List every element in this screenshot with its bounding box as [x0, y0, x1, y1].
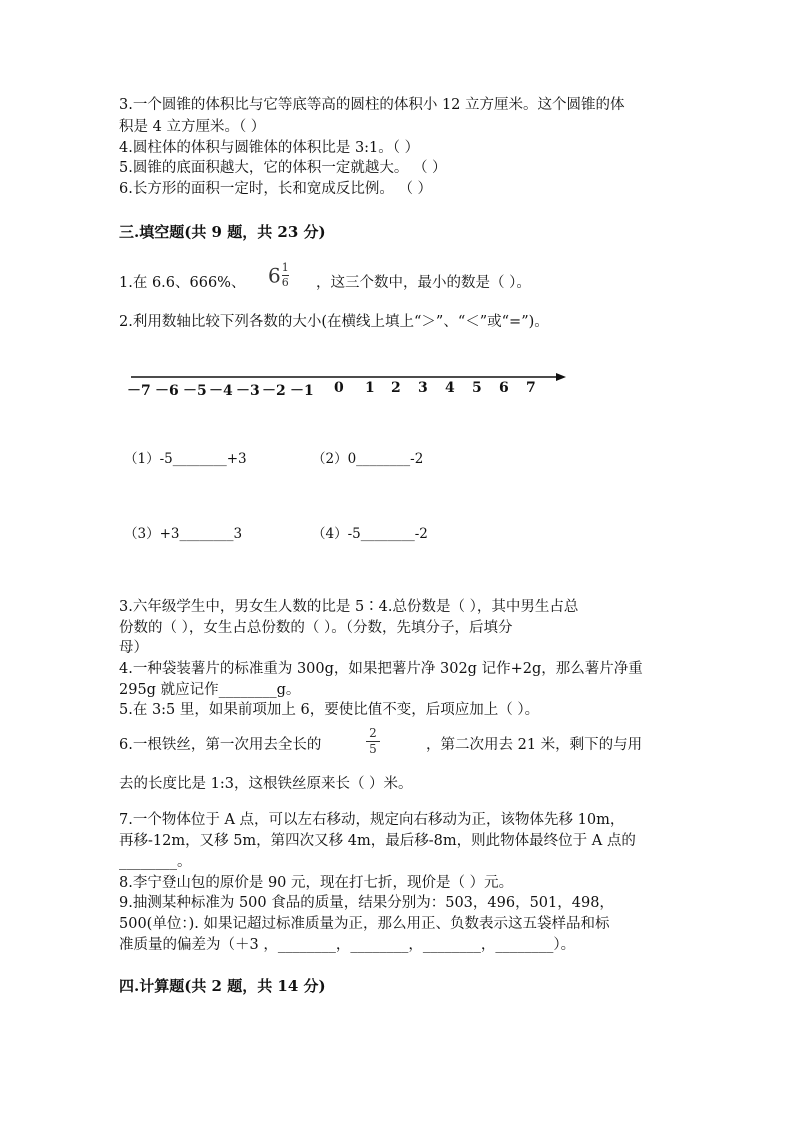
fill-q6-prefix: 6.一根铁丝，第一次用去全长的: [119, 737, 322, 753]
mixed-whole: 6: [268, 263, 281, 288]
fill-q3-line3: 母）: [119, 640, 148, 656]
compare-4: （4）-5________-2: [312, 526, 428, 542]
tick-label: －3: [236, 383, 260, 399]
axis-arrow: [556, 373, 566, 381]
fraction-numerator: 2: [369, 726, 377, 740]
tick-label: 7: [526, 380, 536, 396]
tick-label: 4: [445, 380, 455, 396]
compare-1: （1）-5________+3: [124, 451, 247, 467]
tf-q6: 6.长方形的面积一定时，长和宽成反比例。 （ ）: [119, 181, 433, 197]
tick-label: 1: [365, 380, 375, 396]
mixed-number: [268, 262, 289, 289]
tick-label: 5: [472, 380, 482, 396]
fill-q1-prefix: 1.在 6.6、666%、: [119, 275, 246, 291]
fill-q4-line2: 295g 就应记作________g。: [119, 682, 301, 698]
tf-q4: 4.圆柱体的体积与圆锥体的体积比是 3:1。（ ）: [119, 140, 420, 156]
fill-q9-line3: 准质量的偏差为（＋3 ，________，________，________，________）。: [119, 937, 576, 953]
fill-q3-line2: 份数的（ ），女生占总份数的（ ）。（分数，先填分子，后填分: [119, 620, 513, 636]
fill-q9-line1: 9.抽测某种标准为 500 食品的质量，结果分别为：503，496，501，498，: [119, 895, 614, 911]
fill-q7-line2: 再移-12m，又移 5m，第四次又移 4m，最后移-8m，则此物体最终位于 A 点的: [119, 833, 636, 849]
fill-q5: 5.在 3:5 里，如果前项加上 6，要使比值不变，后项应加上（ ）。: [119, 702, 540, 718]
tick-label: 2: [391, 380, 401, 396]
tick-label: －1: [290, 383, 314, 399]
fill-q6-line2: 去的长度比是 1:3，这根铁丝原来长（ ）米。: [119, 776, 413, 792]
section4-heading: 四.计算题(共 2 题，共 14 分): [119, 977, 326, 995]
tick-label: －6: [155, 383, 179, 399]
mixed-denominator: 6: [281, 276, 289, 289]
fill-q7-line3: ________。: [119, 854, 192, 870]
tick-label: －2: [262, 383, 286, 399]
section3-heading: 三.填空题(共 9 题，共 23 分): [119, 223, 326, 241]
tick-label: 6: [499, 380, 509, 396]
fill-q8: 8.李宁登山包的原价是 90 元，现在打七折，现价是（ ）元。: [119, 875, 514, 891]
fill-q6-suffix: ，第二次用去 21 米，剩下的与用: [426, 737, 643, 753]
tick-label: 3: [418, 380, 428, 396]
fill-q2: 2.利用数轴比较下列各数的大小(在横线上填上“＞”、“＜”或“=”)。: [119, 314, 549, 330]
fill-q7-line1: 7.一个物体位于 A 点，可以左右移动，规定向右移动为正，该物体先移 10m，: [119, 812, 625, 828]
compare-3: （3）+3________3: [124, 526, 243, 542]
tf-q5: 5.圆锥的底面积越大，它的体积一定就越大。 （ ）: [119, 160, 447, 176]
fill-q3-line1: 3.六年级学生中，男女生人数的比是 5∶4.总份数是（ ），其中男生占总: [119, 599, 579, 615]
fraction-denominator: 5: [369, 742, 377, 756]
fill-q9-line2: 500(单位：). 如果记超过标准质量为正，那么用正、负数表示这五袋样品和标: [119, 916, 610, 932]
tf-q3-line1: 3.一个圆锥的体积比与它等底等高的圆柱的体积小 12 立方厘米。这个圆锥的体: [119, 97, 625, 113]
fill-q4-line1: 4.一种袋装薯片的标准重为 300g，如果把薯片净 302g 记作+2g，那么薯片净重: [119, 661, 643, 677]
compare-2: （2）0________-2: [312, 451, 424, 467]
tf-q3-line2: 积是 4 立方厘米。（ ）: [119, 119, 266, 135]
tick-label: 0: [334, 380, 344, 396]
tick-label: －4: [209, 383, 233, 399]
fill-q1-suffix: ，这三个数中，最小的数是（ ）。: [316, 275, 531, 291]
fraction-two-fifths: [366, 727, 380, 756]
tick-label: －7: [127, 383, 151, 399]
mixed-numerator: 1: [281, 261, 289, 274]
tick-label: －5: [183, 383, 207, 399]
